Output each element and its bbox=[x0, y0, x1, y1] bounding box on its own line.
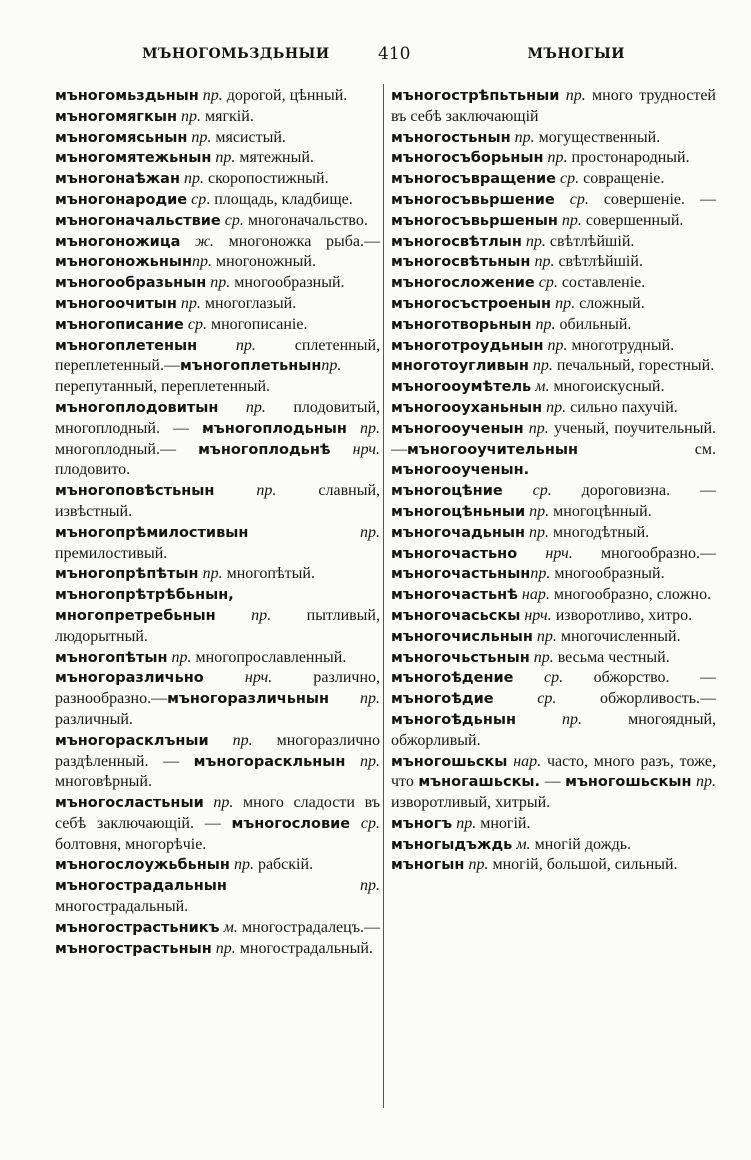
definition: обжорливость.— bbox=[556, 690, 716, 708]
definition: многострадалецъ.— bbox=[237, 918, 380, 936]
definition: дорогой, цѣнный. bbox=[222, 87, 348, 104]
part-of-speech: пр. bbox=[211, 939, 236, 957]
part-of-speech: пр. bbox=[528, 357, 553, 375]
dictionary-entry bbox=[55, 876, 380, 918]
definition: многоножка рыба.— bbox=[213, 232, 380, 250]
part-of-speech: ср. bbox=[350, 814, 380, 832]
headword: мъногоплодьнын bbox=[202, 420, 347, 437]
dictionary-entry bbox=[55, 481, 380, 523]
dictionary-entry bbox=[391, 336, 716, 357]
headword: мъногоцѣние bbox=[391, 483, 503, 500]
headword: мъногосвѣтьнын bbox=[391, 254, 531, 271]
dictionary-entry bbox=[391, 544, 716, 586]
dictionary-entry bbox=[391, 128, 716, 149]
definition: многотрудный. bbox=[567, 336, 675, 354]
headword: мъногописание bbox=[55, 316, 184, 333]
definition: перепутанный, переплетенный. bbox=[55, 378, 270, 396]
headword: мъногооумѣтель bbox=[391, 379, 532, 396]
headword: мъногомясьнын bbox=[55, 129, 188, 146]
headword: мъногосъборьнын bbox=[391, 150, 544, 167]
definition: плодовитый, многоплодный. — bbox=[55, 398, 380, 437]
part-of-speech: пр. bbox=[167, 648, 192, 666]
headword: мъногооуханьнын bbox=[391, 399, 543, 416]
definition: многочисленный. bbox=[556, 627, 681, 645]
dictionary-entry bbox=[55, 294, 380, 315]
headword: мъноготроудьнын bbox=[391, 337, 544, 354]
part-of-speech: м. bbox=[219, 918, 238, 936]
part-of-speech: пр. bbox=[346, 419, 380, 437]
part-of-speech: пр. bbox=[559, 87, 586, 104]
part-of-speech: пр. bbox=[214, 482, 277, 500]
definition: многовѣрный. bbox=[55, 773, 152, 791]
headword: мъногосъстроенын bbox=[391, 295, 552, 312]
definition: многій. bbox=[476, 814, 531, 832]
part-of-speech: ср. bbox=[493, 690, 557, 708]
definition: много трудностей въ себѣ заключающій bbox=[391, 87, 716, 125]
headword: мъногоповѣстьнын bbox=[55, 483, 215, 500]
part-of-speech: пр. bbox=[345, 752, 381, 770]
part-of-speech: ср. bbox=[502, 482, 552, 500]
dictionary-entry bbox=[55, 918, 380, 960]
headword: мъногоѣдьнын bbox=[391, 711, 516, 728]
headword: мъногоразличьно bbox=[55, 670, 204, 687]
dictionary-entry bbox=[391, 585, 716, 606]
headword: мъногоѣдие bbox=[391, 691, 494, 708]
headword: мъногостьнын bbox=[391, 129, 511, 146]
definition: мягкій. bbox=[200, 107, 254, 125]
headword: мъногочасьскы bbox=[391, 607, 521, 624]
definition: обжорство. — bbox=[563, 669, 716, 687]
headword: мъногословие bbox=[231, 815, 351, 832]
headword: мъногошьскы bbox=[391, 753, 508, 770]
dictionary-entry bbox=[55, 315, 380, 336]
definition: пытливый, людорытный. bbox=[55, 606, 380, 645]
header-left-guideword: МЪНОГОМЬЗДЬНЫИ bbox=[142, 46, 330, 62]
part-of-speech: ср. bbox=[534, 274, 558, 292]
definition: сложный. bbox=[575, 294, 645, 312]
part-of-speech: пр. bbox=[515, 710, 583, 728]
dictionary-entry bbox=[391, 252, 716, 273]
definition: многоискусный. bbox=[549, 378, 665, 396]
part-of-speech: пр. bbox=[530, 565, 551, 583]
part-of-speech: пр. bbox=[510, 128, 535, 146]
part-of-speech: пр. bbox=[208, 731, 253, 749]
part-of-speech: пр. bbox=[198, 87, 223, 104]
headword: мъногъ bbox=[391, 815, 453, 832]
headword: мъногосвѣтлын bbox=[391, 233, 522, 250]
headword: мъногоцѣньныи bbox=[391, 503, 526, 520]
definition: различно, разнообразно.— bbox=[55, 669, 380, 708]
headword: мъногоножьнын bbox=[55, 254, 192, 271]
headword: мъногочастьнѣ bbox=[391, 587, 518, 604]
headword: многотоугливын bbox=[391, 358, 529, 375]
definition: ученый, поучительный.— bbox=[391, 419, 717, 458]
headword: мъногооучительнын bbox=[407, 441, 578, 458]
headword: мъногыдъждь bbox=[391, 836, 513, 853]
dictionary-entry bbox=[55, 793, 380, 855]
right-column bbox=[391, 86, 716, 876]
definition: многострадальный. bbox=[55, 898, 189, 916]
definition: составленіе. bbox=[557, 274, 646, 292]
part-of-speech: пр. bbox=[691, 773, 717, 791]
header-right-guideword: МЪНОГЫИ bbox=[527, 46, 625, 62]
headword: мъногочастьнын bbox=[391, 566, 531, 583]
dictionary-entry bbox=[55, 273, 380, 294]
dictionary-entry bbox=[391, 398, 716, 419]
part-of-speech: пр. bbox=[542, 398, 567, 416]
part-of-speech: м. bbox=[512, 835, 531, 853]
dictionary-entry bbox=[391, 232, 716, 253]
headword: мъногоплетьнын bbox=[179, 358, 322, 375]
part-of-speech: нрч. bbox=[203, 669, 273, 687]
part-of-speech: пр. bbox=[229, 856, 254, 874]
dictionary-entry bbox=[391, 148, 716, 169]
part-of-speech: пр. bbox=[206, 274, 231, 292]
dictionary-entry bbox=[391, 606, 716, 627]
part-of-speech: пр. bbox=[525, 502, 550, 520]
part-of-speech: пр. bbox=[179, 170, 204, 188]
headword: мъногооученын. bbox=[391, 462, 530, 479]
definition: совершенный. bbox=[581, 211, 684, 229]
definition: многій, большой, сильный. bbox=[488, 856, 678, 874]
part-of-speech: пр. bbox=[531, 315, 556, 333]
definition: — bbox=[540, 773, 566, 791]
definition: см. bbox=[577, 440, 716, 458]
part-of-speech: пр. bbox=[452, 814, 477, 832]
headword: мъногоплетенын bbox=[55, 337, 198, 354]
headword: мъногоплодовитын bbox=[55, 399, 219, 416]
part-of-speech: пр. bbox=[187, 128, 212, 146]
definition: свѣтлѣйшій. bbox=[545, 232, 635, 250]
headword: мъногоочитын bbox=[55, 295, 177, 312]
headword: мъногопрѣмилостивын bbox=[55, 524, 249, 541]
dictionary-entry bbox=[391, 419, 716, 481]
definition: многописаніе. bbox=[206, 315, 308, 333]
headword: мъногопрѣпѣтын bbox=[55, 566, 199, 583]
part-of-speech: пр. bbox=[557, 211, 582, 229]
part-of-speech: пр. bbox=[530, 253, 555, 271]
definition: совершеніе. — bbox=[588, 190, 716, 208]
definition: сплетенный, переплетенный.— bbox=[55, 336, 381, 375]
definition: печальный, горестный. bbox=[552, 357, 715, 375]
part-of-speech: нар. bbox=[507, 752, 542, 770]
definition: многострадальный. bbox=[235, 939, 373, 957]
dictionary-entry bbox=[391, 668, 716, 751]
definition: свѣтлѣйшій. bbox=[554, 253, 643, 271]
column-divider bbox=[383, 84, 384, 1108]
dictionary-entry bbox=[391, 377, 716, 398]
part-of-speech: пр. bbox=[176, 294, 201, 312]
part-of-speech: пр. bbox=[248, 523, 380, 541]
dictionary-entry bbox=[55, 128, 380, 149]
dictionary-entry bbox=[391, 855, 716, 876]
dictionary-entry bbox=[55, 190, 380, 211]
definition: мятежный. bbox=[235, 149, 314, 167]
left-column bbox=[55, 86, 380, 959]
headword: мъногочастьно bbox=[391, 545, 518, 562]
dictionary-entry bbox=[391, 294, 716, 315]
part-of-speech: ср. bbox=[554, 190, 589, 208]
headword: мъногосъвращение bbox=[391, 171, 556, 188]
dictionary-entry bbox=[55, 523, 380, 565]
headword: мъногосъвьршение bbox=[391, 191, 555, 208]
dictionary-entry bbox=[55, 148, 380, 169]
dictionary-entry bbox=[55, 169, 380, 190]
definition: скоропостижный. bbox=[203, 170, 329, 188]
dictionary-entry bbox=[391, 356, 716, 377]
headword: мъногострастьникъ bbox=[55, 919, 220, 936]
definition: многообразный. bbox=[550, 565, 665, 583]
definition: простонародный. bbox=[567, 149, 690, 167]
dictionary-entry bbox=[55, 731, 380, 793]
headword: мъногоѣдение bbox=[391, 670, 514, 687]
definition: совращеніе. bbox=[579, 170, 665, 188]
part-of-speech: пр. bbox=[192, 253, 212, 271]
definition: дороговизна. — bbox=[551, 482, 716, 500]
headword: мъногын bbox=[391, 857, 465, 874]
dictionary-entry bbox=[391, 169, 716, 190]
dictionary-entry bbox=[55, 855, 380, 876]
headword: мъногомягкын bbox=[55, 108, 177, 125]
dictionary-entry bbox=[391, 835, 716, 856]
headword: мъногашьскы. bbox=[418, 774, 541, 791]
headword: мъногонародие bbox=[55, 191, 188, 208]
headword: мъногосъвьршенын bbox=[391, 212, 558, 229]
part-of-speech: нрч. bbox=[517, 544, 573, 562]
definition: много сладости въ себѣ заключающій. — bbox=[55, 794, 380, 832]
definition: могущественный. bbox=[534, 128, 661, 146]
part-of-speech: пр. bbox=[218, 398, 266, 416]
running-header bbox=[52, 44, 717, 68]
part-of-speech: пр. bbox=[464, 856, 489, 874]
headword: мъноготворьнын bbox=[391, 316, 532, 333]
dictionary-entry bbox=[391, 752, 716, 814]
part-of-speech: пр. bbox=[523, 419, 549, 437]
dictionary-entry bbox=[391, 273, 716, 294]
part-of-speech: нар. bbox=[517, 586, 550, 604]
dictionary-entry bbox=[391, 315, 716, 336]
definition: многоглазый. bbox=[200, 294, 297, 312]
dictionary-entry bbox=[55, 585, 380, 647]
headword: мъногострадальнын bbox=[55, 878, 227, 895]
part-of-speech: ср. bbox=[513, 669, 564, 687]
dictionary-entry bbox=[55, 232, 380, 274]
part-of-speech: ср. bbox=[183, 315, 207, 333]
part-of-speech: ср bbox=[187, 190, 207, 208]
definition: многоножный. bbox=[212, 253, 316, 271]
part-of-speech: пр. bbox=[203, 794, 234, 812]
headword: мъногочьстьнын bbox=[391, 649, 530, 666]
part-of-speech: м. bbox=[531, 378, 550, 396]
headword: мъногострѣпьтьныи bbox=[391, 88, 560, 104]
dictionary-entry bbox=[391, 648, 716, 669]
headword: мъногострастьнын bbox=[55, 940, 212, 957]
dictionary-entry bbox=[55, 86, 380, 107]
headword: мъногоразличьнын bbox=[167, 691, 330, 708]
dictionary-entry bbox=[391, 627, 716, 648]
part-of-speech: пр. bbox=[529, 648, 554, 666]
definition: рабскій. bbox=[253, 856, 314, 874]
part-of-speech: пр. bbox=[551, 294, 576, 312]
headword: мъногомятежьнын bbox=[55, 150, 212, 167]
dictionary-entry bbox=[55, 564, 380, 585]
part-of-speech: пр. bbox=[543, 336, 568, 354]
definition: различный. bbox=[55, 710, 133, 728]
dictionary-entry bbox=[391, 481, 716, 523]
headword: мъногоначальствие bbox=[55, 212, 221, 229]
definition: изворотливый, хитрый. bbox=[391, 794, 551, 812]
headword: мъногослоужьбьнын bbox=[55, 857, 230, 874]
definition: сильно пахучій. bbox=[566, 398, 678, 416]
part-of-speech: пр. bbox=[521, 232, 546, 250]
headword: мъногораскльнын bbox=[193, 753, 346, 770]
definition: славный, извѣстный. bbox=[55, 482, 380, 520]
headword: мъногочадьнын bbox=[391, 524, 526, 541]
headword: мъногорасклъныи bbox=[55, 732, 209, 749]
part-of-speech: нрч. bbox=[330, 440, 380, 458]
headword: мъногочисльнын bbox=[391, 628, 533, 645]
dictionary-entry bbox=[391, 523, 716, 544]
definition: многій дождь. bbox=[530, 835, 632, 853]
part-of-speech: пр. bbox=[226, 877, 380, 895]
dictionary-entry bbox=[391, 86, 716, 128]
part-of-speech: пр. bbox=[197, 336, 256, 354]
definition: весьма честный. bbox=[553, 648, 670, 666]
definition: . площадь, кладбище. bbox=[206, 190, 353, 208]
dictionary-entry bbox=[55, 668, 380, 730]
headword: мъногомьздьнын bbox=[55, 88, 199, 104]
definition: изворотливо, хитро. bbox=[551, 606, 693, 624]
headword: мъногооученын bbox=[391, 420, 524, 437]
headword: мъногоножица bbox=[55, 233, 181, 250]
definition: многоцѣнный. bbox=[549, 502, 652, 520]
headword: мъногосластьныи bbox=[55, 795, 204, 812]
part-of-speech: ср. bbox=[220, 211, 244, 229]
dictionary-entry bbox=[55, 211, 380, 232]
headword: мъногосложение bbox=[391, 275, 535, 292]
definition: плодовито. bbox=[55, 461, 131, 479]
headword: мъногонаѣжан bbox=[55, 171, 180, 188]
definition: болтовня, многорѣчіе. bbox=[55, 835, 207, 853]
part-of-speech: пр. bbox=[532, 627, 557, 645]
headword: мъногошьскын bbox=[565, 774, 692, 791]
dictionary-entry bbox=[55, 107, 380, 128]
definition: многоначальство. bbox=[243, 211, 368, 229]
headword: мъногообразьнын bbox=[55, 275, 207, 292]
dictionary-entry bbox=[391, 814, 716, 835]
headword: мъногоплодьнѣ bbox=[198, 441, 331, 458]
definition: многообразно.— bbox=[572, 544, 716, 562]
definition: многоядный, обжорливый. bbox=[391, 710, 717, 749]
dictionary-entry bbox=[55, 336, 380, 398]
definition: обильный. bbox=[555, 315, 632, 333]
part-of-speech: пр. bbox=[329, 690, 380, 708]
part-of-speech: пр. bbox=[543, 149, 568, 167]
part-of-speech: нрч. bbox=[520, 606, 552, 624]
definition: часто, много разъ, тоже, что bbox=[391, 752, 716, 791]
headword: мъногопѣтын bbox=[55, 649, 168, 666]
definition: премилостивый. bbox=[55, 544, 168, 562]
part-of-speech: пр. bbox=[525, 523, 550, 541]
page-number: 410 bbox=[378, 44, 411, 64]
part-of-speech: пр. bbox=[321, 357, 342, 375]
headword: мъногопрѣтрѣбьнын, многопретребьнын bbox=[55, 587, 234, 624]
definition: многопѣтый. bbox=[222, 565, 315, 583]
part-of-speech: пр. bbox=[176, 107, 201, 125]
part-of-speech: пр. bbox=[198, 565, 223, 583]
definition: многообразный. bbox=[230, 274, 345, 292]
definition: многодѣтный. bbox=[549, 523, 650, 541]
definition: многоплодный.— bbox=[55, 440, 199, 458]
definition: многопрославленный. bbox=[191, 648, 347, 666]
definition: мясистый. bbox=[211, 128, 286, 146]
dictionary-entry bbox=[55, 398, 380, 481]
dictionary-entry bbox=[55, 648, 380, 669]
dictionary-entry bbox=[391, 190, 716, 232]
part-of-speech: пр. bbox=[211, 149, 236, 167]
definition: многообразно, сложно. bbox=[549, 586, 712, 604]
definition: многоразлично раздѣленный. — bbox=[55, 731, 380, 770]
part-of-speech: ж. bbox=[180, 232, 214, 250]
part-of-speech: ср. bbox=[555, 170, 580, 188]
part-of-speech: пр. bbox=[215, 606, 272, 624]
